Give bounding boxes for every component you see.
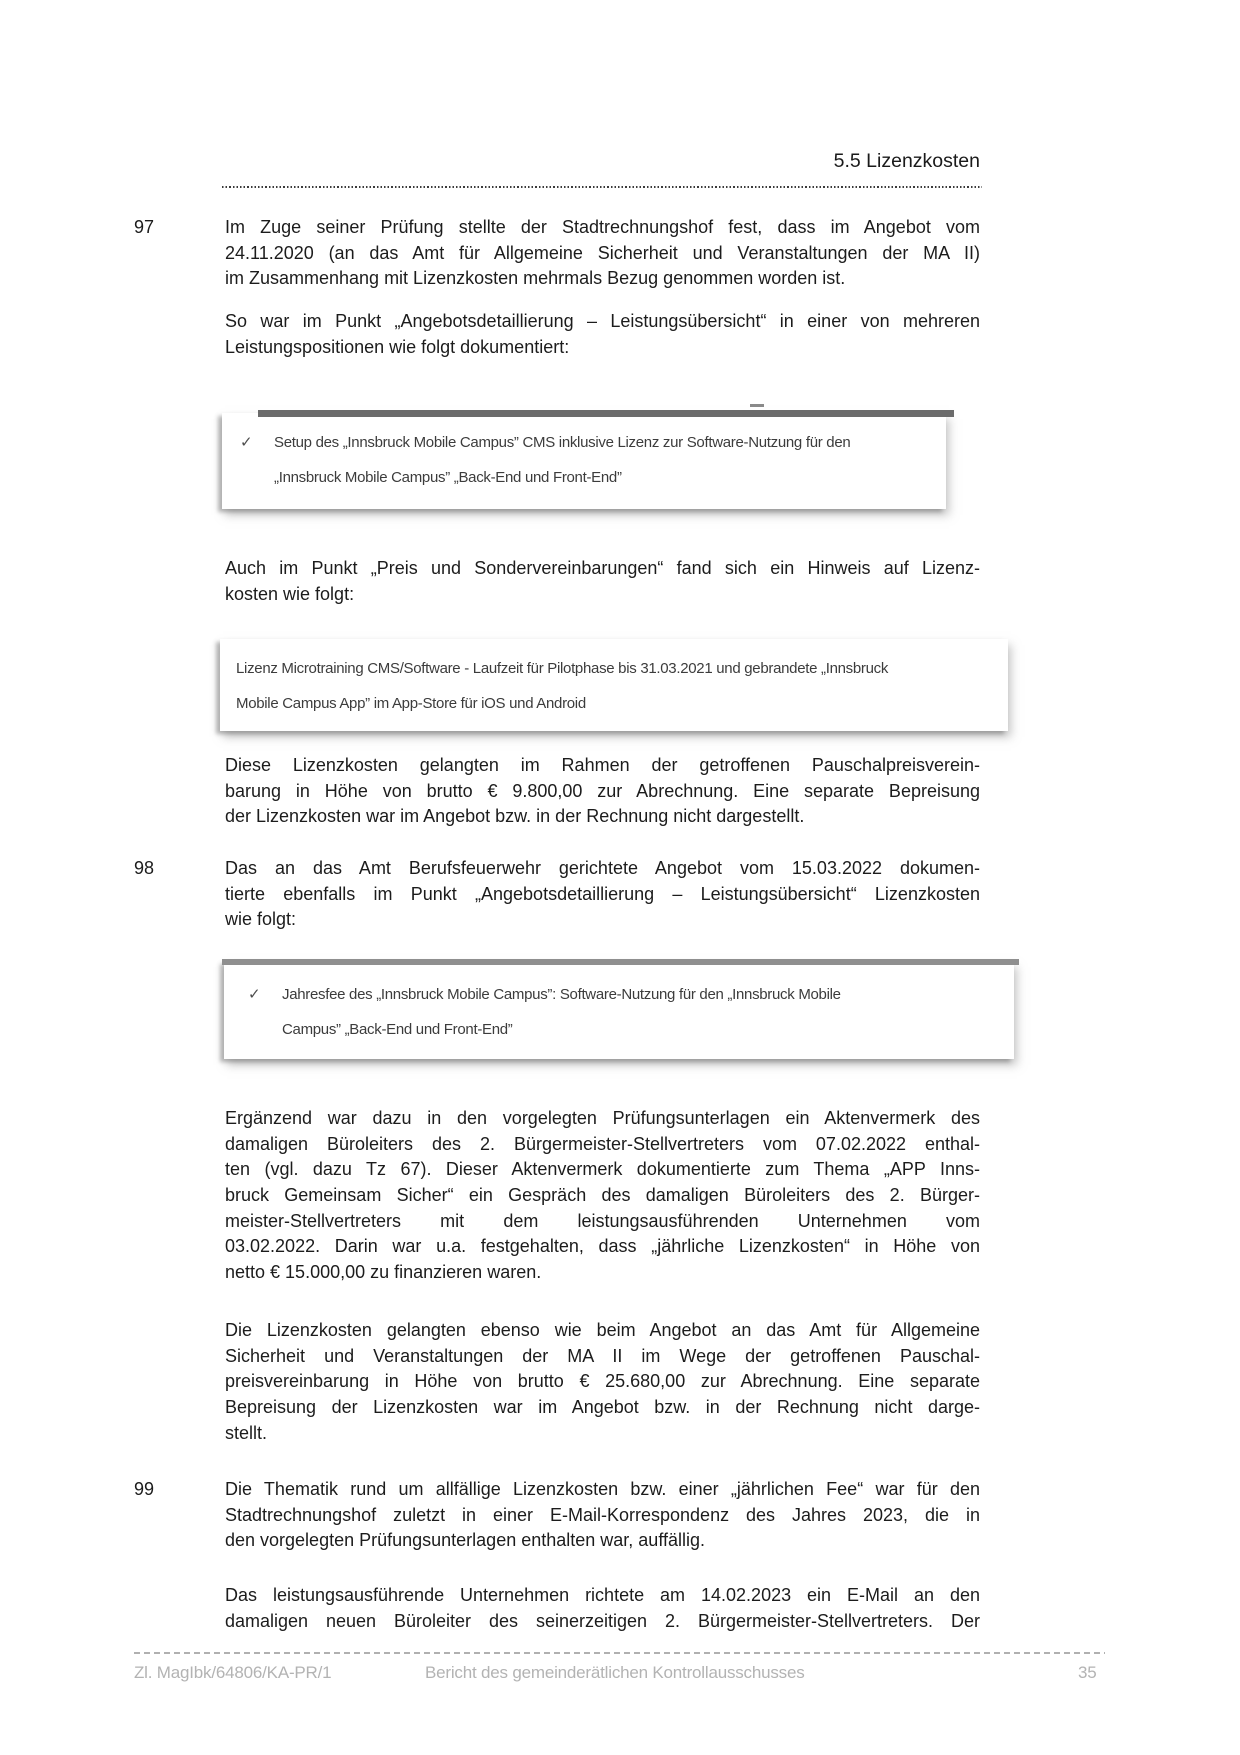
text-line: Das an das Amt Berufsfeuerwehr gerichtete Angebot vom 15.03.2022 dokumen- <box>225 858 980 878</box>
screenshot-crop-dash <box>750 404 764 407</box>
text-line: damaligen Büroleiters des 2. Bürgermeister-Stellvertreters vom 07.02.2022 enthal- <box>225 1133 980 1154</box>
quote-text: Jahresfee des „Innsbruck Mobile Campus”: Software-Nutzung für den „Innsbruck Mobile <box>282 986 841 1003</box>
paragraph-email <box>225 1583 980 1634</box>
text-line: Bepreisung der Lizenzkosten war im Angebot bzw. in der Rechnung nicht darge- <box>225 1397 980 1418</box>
text-line: 03.02.2022. Darin war u.a. festgehalten, dass „jährliche Lizenzkosten“ in Höhe von <box>225 1236 980 1257</box>
paragraph-number: 98 <box>134 858 155 878</box>
paragraph-abrechnung-97 <box>225 753 980 830</box>
text-line: Die Thematik rund um allfällige Lizenzkosten bzw. einer „jährlichen Fee“ war für den <box>225 1479 980 1499</box>
text-line: netto € 15.000,00 zu finanzieren waren. <box>225 1262 542 1283</box>
screenshot-jahresfee-quote <box>224 961 1014 1059</box>
text-line: den vorgelegten Prüfungsunterlagen enthalten war, auffällig. <box>225 1530 706 1551</box>
text-line: ten (vgl. dazu Tz 67). Dieser Aktenvermerk dokumentierte zum Thema „APP Inns- <box>225 1159 980 1180</box>
footer-page-number: 35 <box>1078 1663 1097 1682</box>
paragraph-97-intro <box>225 309 980 360</box>
text-line: damaligen neuen Büroleiter des seinerzeitigen 2. Bürgermeister-Stellvertreters. Der <box>225 1610 980 1631</box>
quote-line <box>248 977 1014 1012</box>
paragraph-number: 99 <box>134 1479 155 1499</box>
paragraph-abrechnung-98 <box>225 1318 980 1446</box>
quote-line: Campus” „Back-End und Front-End” <box>282 1021 513 1038</box>
text-line: meister-Stellvertreters mit dem leistungsausführenden Unternehmen vom <box>225 1210 980 1231</box>
paragraph-preis <box>225 556 980 607</box>
screenshot-setup-quote <box>222 413 946 509</box>
paragraph-98 <box>134 856 980 933</box>
paragraph-97 <box>134 215 980 292</box>
text-line: preisvereinbarung in Höhe von brutto € 25.680,00 zur Abrechnung. Eine separate <box>225 1371 980 1392</box>
text-line: Die Lizenzkosten gelangten ebenso wie beim Angebot an das Amt für Allgemeine <box>225 1320 980 1340</box>
text-line: Das leistungsausführende Unternehmen richtete am 14.02.2023 ein E-Mail an den <box>225 1585 980 1605</box>
checkmark-icon: ✓ <box>248 986 261 1003</box>
text-line: Im Zuge seiner Prüfung stellte der Stadtrechnungshof fest, dass im Angebot vom <box>225 217 980 237</box>
quote-text: Setup des „Innsbruck Mobile Campus” CMS inklusive Lizenz zur Software-Nutzung für den <box>274 434 851 451</box>
screenshot-lizenz-quote <box>220 639 1008 731</box>
quote-line: „Innsbruck Mobile Campus” „Back-End und Front-End” <box>274 469 622 486</box>
text-line: bruck Gemeinsam Sicher“ ein Gespräch des damaligen Büroleiters des 2. Bürger- <box>225 1185 980 1206</box>
text-line: Sicherheit und Veranstaltungen der MA II im Wege der getroffenen Pauschal- <box>225 1345 980 1366</box>
quote-line: Lizenz Microtraining CMS/Software - Laufzeit für Pilotphase bis 31.03.2021 und gebrandete „Innsbruck <box>236 660 889 677</box>
text-line: im Zusammenhang mit Lizenzkosten mehrmals Bezug genommen worden ist. <box>225 268 846 289</box>
text-line: wie folgt: <box>225 909 297 930</box>
text-line: 24.11.2020 (an das Amt für Allgemeine Sicherheit und Veranstaltungen der MA II) <box>225 242 980 263</box>
text-line: So war im Punkt „Angebotsdetaillierung – Leistungsübersicht“ in einer von mehreren <box>225 311 980 331</box>
text-line: Ergänzend war dazu in den vorgelegten Prüfungsunterlagen ein Aktenvermerk des <box>225 1108 980 1128</box>
text-line: kosten wie folgt: <box>225 583 355 604</box>
paragraph-aktenvermerk <box>225 1106 980 1286</box>
quote-line <box>240 425 946 460</box>
screenshot-crop-strip <box>222 959 1019 965</box>
footer-report-title: Bericht des gemeinderätlichen Kontrollausschusses <box>425 1663 805 1682</box>
screenshot-crop-strip <box>258 410 954 417</box>
text-line: der Lizenzkosten war im Angebot bzw. in der Rechnung nicht dargestellt. <box>225 806 805 827</box>
text-line: barung in Höhe von brutto € 9.800,00 zur Abrechnung. Eine separate Bepreisung <box>225 780 980 801</box>
paragraph-number: 97 <box>134 217 155 237</box>
text-line: Stadtrechnungshof zuletzt in einer E-Mail-Korrespondenz des Jahres 2023, die in <box>225 1504 980 1525</box>
quote-line: Mobile Campus App” im App-Store für iOS und Android <box>236 695 586 712</box>
footer-dashed-rule <box>134 1652 1105 1654</box>
header-dotted-rule <box>222 186 982 188</box>
checkmark-icon: ✓ <box>240 434 253 451</box>
section-header: 5.5 Lizenzkosten <box>833 150 980 172</box>
text-line: Diese Lizenzkosten gelangten im Rahmen der getroffenen Pauschalpreisverein- <box>225 755 980 775</box>
footer-reference: Zl. MagIbk/64806/KA-PR/1 <box>134 1663 332 1682</box>
text-line: Leistungspositionen wie folgt dokumentiert: <box>225 336 570 357</box>
paragraph-99 <box>134 1477 980 1554</box>
text-line: Auch im Punkt „Preis und Sondervereinbarungen“ fand sich ein Hinweis auf Lizenz- <box>225 558 980 578</box>
text-line: stellt. <box>225 1422 268 1443</box>
text-line: tierte ebenfalls im Punkt „Angebotsdetaillierung – Leistungsübersicht“ Lizenzkosten <box>225 883 980 904</box>
